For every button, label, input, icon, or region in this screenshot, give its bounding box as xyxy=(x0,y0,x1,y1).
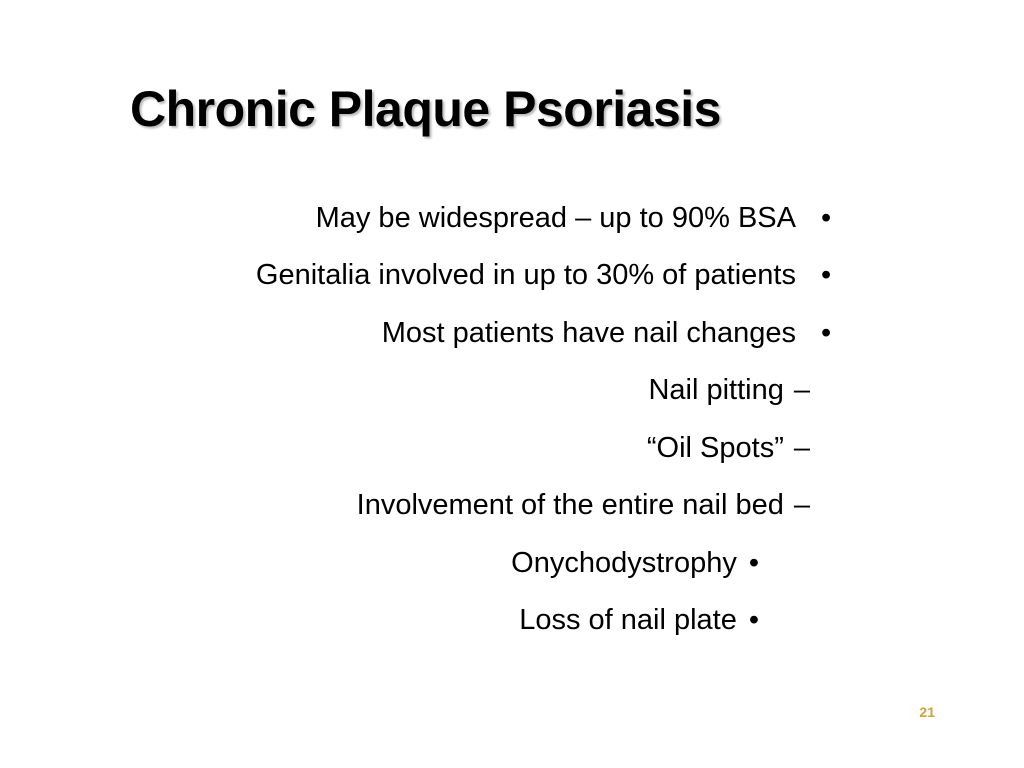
slide-title: Chronic Plaque Psoriasis xyxy=(130,81,721,137)
bullet-item xyxy=(382,313,835,353)
sub-sub-bullet-item xyxy=(511,543,759,583)
bullet-icon: • xyxy=(748,547,759,579)
bullet-icon: • xyxy=(821,259,832,291)
bullet-icon: • xyxy=(821,317,832,349)
sub-sub-bullet-text: Onychodystrophy xyxy=(511,547,737,579)
bullet-item xyxy=(316,198,835,238)
sub-bullet-item xyxy=(647,428,810,468)
sub-sub-bullet-item xyxy=(519,600,759,640)
dash-icon: – xyxy=(793,374,810,406)
sub-sub-bullet-text: Loss of nail plate xyxy=(519,604,737,636)
sub-bullet-text: Nail pitting xyxy=(648,374,784,406)
sub-bullet-item xyxy=(648,370,810,410)
bullet-item xyxy=(256,255,835,295)
dash-icon: – xyxy=(793,432,810,464)
bullet-icon: • xyxy=(748,604,759,636)
sub-bullet-text: “Oil Spots” xyxy=(646,432,784,464)
sub-bullet-text: Involvement of the entire nail bed xyxy=(356,489,784,521)
bullet-text: May be widespread – up to 90% BSA xyxy=(315,202,796,234)
dash-icon: – xyxy=(793,489,810,521)
slide-number: 21 xyxy=(919,704,935,720)
bullet-icon: • xyxy=(821,202,832,234)
bullet-text: Genitalia involved in up to 30% of patients xyxy=(255,259,796,291)
sub-bullet-item xyxy=(357,485,810,525)
bullet-text: Most patients have nail changes xyxy=(381,317,796,349)
